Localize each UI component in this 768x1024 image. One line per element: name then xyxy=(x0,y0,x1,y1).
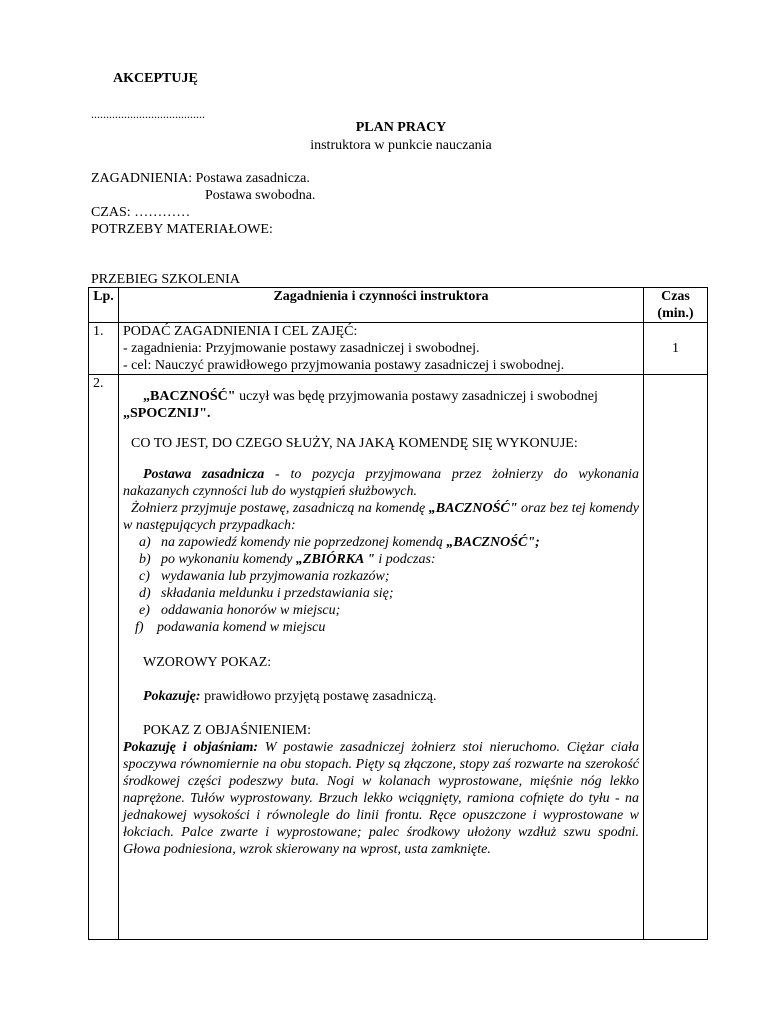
page-subtitle: instruktora w punkcie nauczania xyxy=(310,138,492,153)
signature-line: ...................................... xyxy=(91,107,205,121)
row1-time: 1 xyxy=(672,341,679,356)
list-item xyxy=(139,534,639,551)
table-row xyxy=(89,375,708,940)
cmd-text2: oraz bez tej komendy w następujących przypadkach: xyxy=(123,501,639,533)
row1-line2: - zagadnienia: Przyjmowanie postawy zasadniczej i swobodnej. xyxy=(123,341,480,356)
list-marker: c) xyxy=(139,569,150,584)
list-marker: d) xyxy=(139,586,151,601)
row2-case-list xyxy=(123,534,639,636)
row2-demo xyxy=(123,688,639,705)
cmd-text1: Żołnierz przyjmuje postawę, zasadniczą na komendę xyxy=(131,501,429,516)
header-time-1: Czas xyxy=(661,289,690,304)
header-lp: Lp. xyxy=(89,288,119,323)
header-activity: Zagadnienia i czynności instruktora xyxy=(119,288,644,323)
demo-term: Pokazuję: xyxy=(143,689,201,704)
list-text: oddawania honorów w miejscu; xyxy=(161,603,341,618)
list-text: podawania komend w miejscu xyxy=(157,620,326,635)
row2-lp: 2. xyxy=(93,376,104,391)
list-item xyxy=(139,585,639,602)
approve-label: AKCEPTUJĘ xyxy=(113,71,198,86)
row2-content xyxy=(119,375,643,858)
row2-intro xyxy=(123,388,639,405)
row2-question: CO TO JEST, DO CZEGO SŁUŻY, NA JAKĄ KOMENDĘ SIĘ WYKONUJE: xyxy=(131,436,578,451)
topics-label: ZAGADNIENIA: xyxy=(91,171,193,186)
topic-2: Postawa swobodna. xyxy=(205,188,316,203)
list-item xyxy=(135,619,639,636)
time-value: ………… xyxy=(134,205,191,220)
plan-table xyxy=(88,287,708,940)
course-label: PRZEBIEG SZKOLENIA xyxy=(91,272,240,287)
time-line xyxy=(91,204,190,221)
row1-lp: 1. xyxy=(93,324,104,339)
row2-explain-label: POKAZ Z OBJAŚNIENIEM: xyxy=(143,723,311,738)
list-marker: b) xyxy=(139,552,151,567)
row2-explain xyxy=(123,739,639,858)
list-bold: „ZBIÓRKA " xyxy=(295,552,375,567)
topic-1: Postawa zasadnicza. xyxy=(195,171,310,186)
list-text: na zapowiedź komendy nie poprzedzonej komendą xyxy=(161,535,447,550)
list-marker: f) xyxy=(135,620,144,635)
list-text: wydawania lub przyjmowania rozkazów; xyxy=(161,569,390,584)
header-time xyxy=(644,288,708,323)
list-bold: „BACZNOŚĆ"; xyxy=(446,535,540,550)
row2-command-rules xyxy=(123,500,639,534)
row2-definition xyxy=(123,466,639,500)
def-term: Postawa zasadnicza xyxy=(143,467,265,482)
explain-term: Pokazuję i objaśniam: xyxy=(123,740,259,755)
cmd-bacznosc: „BACZNOŚĆ" xyxy=(143,389,236,404)
intro-text: uczył was będę przyjmowania postawy zasadniczej i swobodnej xyxy=(235,389,598,404)
explain-text: W postawie zasadniczej żołnierz stoi nieruchomo. Ciężar ciała spoczywa równomiernie na obu stopach. Pięty są złączone, stopy zaś rozwarte na szerokość środkowej części podeszwy buta. Nogi w kolanach wyprostowane, mięśnie nóg lekko naprężone. Tułów wyprostowany. Brzuch lekko wciągnięty, ramiona cofnięte do tyłu - na jednakowej wysokości i równolegle do linii frontu. Ręce opuszczone i wyprostowane w łokciach. Palce zwarte i wyprostowane; palec środkowy ułożony wzdłuż szwu spodni. Głowa podniesiona, wzrok skierowany na wprost, usta zamknięte. xyxy=(123,740,639,857)
list-text: składania meldunku i przedstawiania się; xyxy=(161,586,394,601)
header-time-2: (min.) xyxy=(657,306,694,321)
row1-line3: - cel: Nauczyć prawidłowego przyjmowania postawy zasadniczej i swobodnej. xyxy=(123,358,565,373)
list-item xyxy=(139,551,639,568)
row2-demo-label: WZOROWY POKAZ: xyxy=(143,655,272,670)
time-label: CZAS: xyxy=(91,205,131,220)
list-item xyxy=(139,602,639,619)
topics-line xyxy=(91,170,310,187)
row1-line1: PODAĆ ZAGADNIENIA I CEL ZAJĘĆ: xyxy=(123,324,358,339)
page-title: PLAN PRACY xyxy=(355,120,447,135)
list-marker: a) xyxy=(139,535,151,550)
table-row xyxy=(89,323,708,375)
demo-text: prawidłowo przyjętą postawę zasadniczą. xyxy=(200,689,437,704)
cmd-spocznij: „SPOCZNIJ". xyxy=(123,406,211,421)
row1-content xyxy=(119,323,643,374)
cmd-bold: „BACZNOŚĆ" xyxy=(428,501,518,516)
list-marker: e) xyxy=(139,603,150,618)
def-text: - to pozycja przyjmowana przez żołnierzy do wykonania nakazanych czynności lub do wystąpień służbowych. xyxy=(123,467,640,499)
table-header-row xyxy=(89,288,708,323)
list-text: po wykonaniu komendy xyxy=(161,552,296,567)
list-item xyxy=(139,568,639,585)
materials-label: POTRZEBY MATERIAŁOWE: xyxy=(91,222,273,237)
list-after: i podczas: xyxy=(374,552,436,567)
